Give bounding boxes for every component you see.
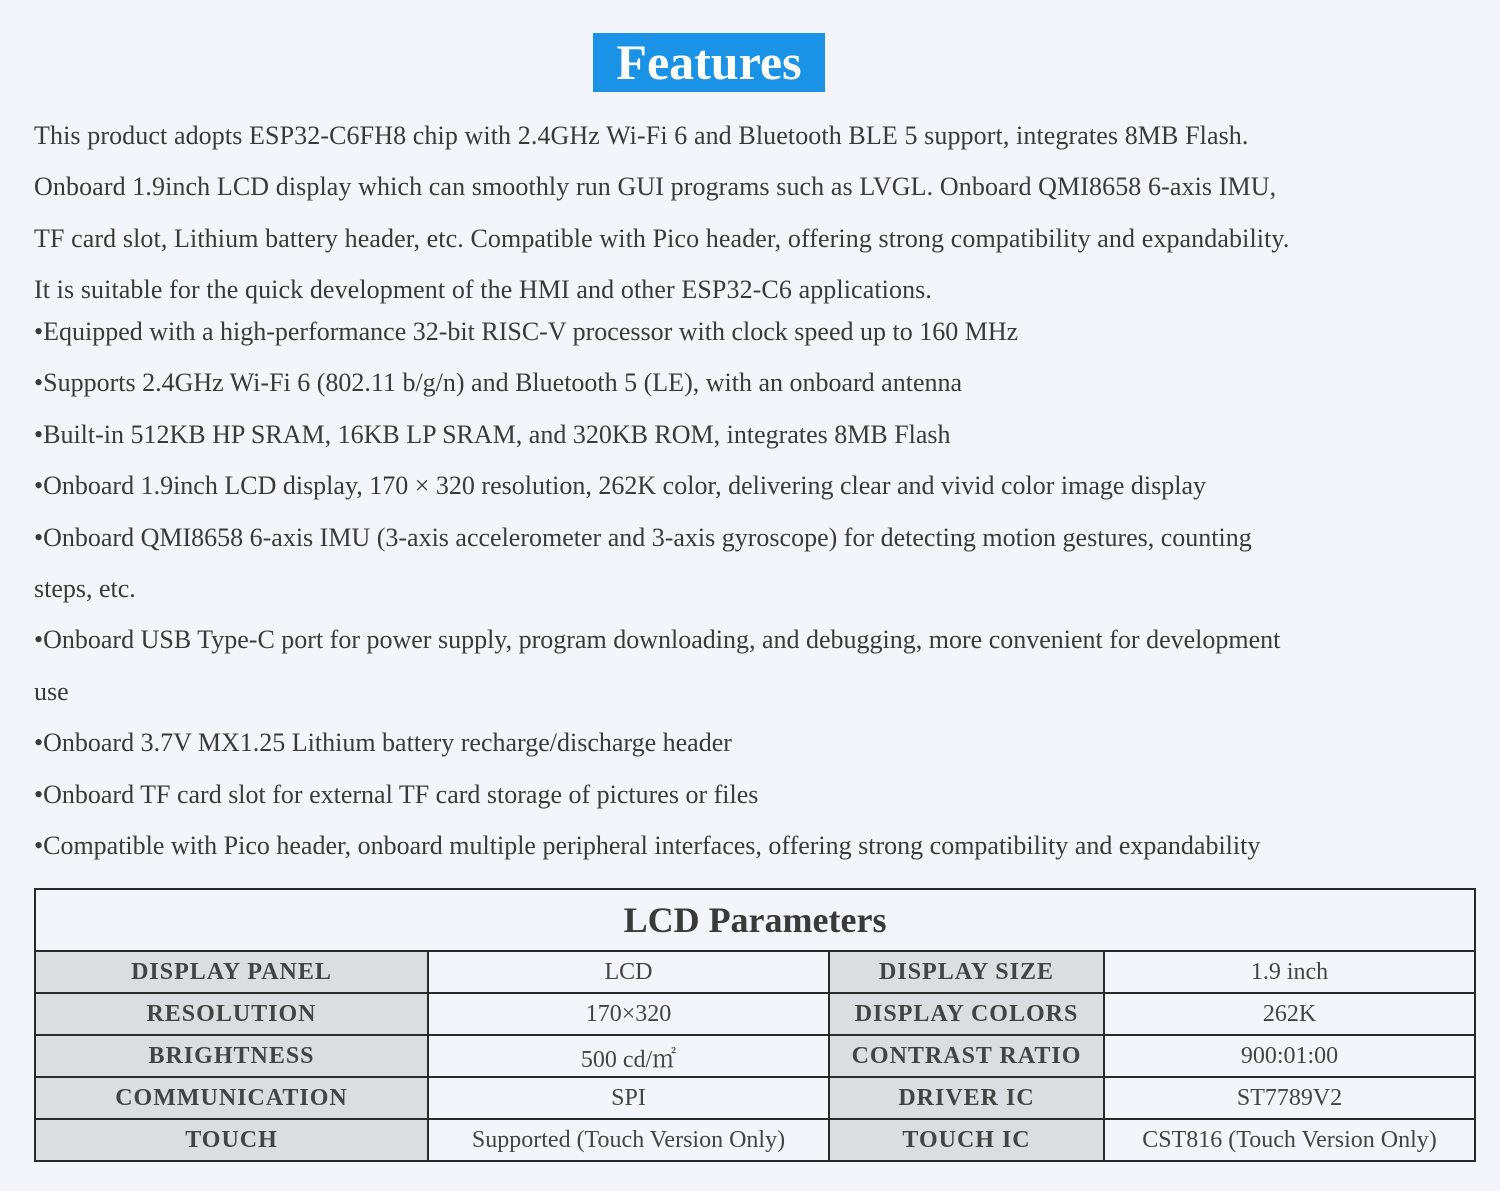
intro-line: This product adopts ESP32-C6FH8 chip with 2.4GHz Wi-Fi 6 and Bluetooth BLE 5 support, integrates 8MB Flash. xyxy=(34,121,1249,150)
param-label: TOUCH xyxy=(35,1119,428,1161)
table-row xyxy=(35,951,1475,993)
feature-text: •Supports 2.4GHz Wi-Fi 6 (802.11 b/g/n) and Bluetooth 5 (LE), with an onboard antenna xyxy=(34,368,963,398)
feature-text-continued: steps, etc. xyxy=(34,574,136,604)
param-value: 500 cd/㎡ xyxy=(428,1035,829,1077)
table-row xyxy=(35,1077,1475,1119)
feature-item xyxy=(34,512,1484,615)
param-label: RESOLUTION xyxy=(35,993,428,1035)
param-label: DISPLAY PANEL xyxy=(35,951,428,993)
param-label: TOUCH IC xyxy=(829,1119,1104,1161)
lcd-parameters-table xyxy=(34,888,1476,1162)
param-value: 170×320 xyxy=(428,993,829,1035)
feature-list xyxy=(34,306,1484,871)
param-value: SPI xyxy=(428,1077,829,1119)
feature-item xyxy=(34,409,1484,460)
param-label: DRIVER IC xyxy=(829,1077,1104,1119)
param-value: ST7789V2 xyxy=(1104,1077,1475,1119)
feature-text: •Onboard 3.7V MX1.25 Lithium battery recharge/discharge header xyxy=(34,728,732,758)
param-value: 1.9 inch xyxy=(1104,951,1475,993)
feature-text: •Onboard TF card slot for external TF card storage of pictures or files xyxy=(34,779,759,809)
feature-item xyxy=(34,460,1484,511)
param-label: COMMUNICATION xyxy=(35,1077,428,1119)
lcd-table-title: LCD Parameters xyxy=(35,889,1475,951)
table-row xyxy=(35,1119,1475,1161)
feature-item xyxy=(34,614,1484,717)
feature-text: •Built-in 512KB HP SRAM, 16KB LP SRAM, and 320KB ROM, integrates 8MB Flash xyxy=(34,419,951,449)
table-row xyxy=(35,993,1475,1035)
feature-text: •Onboard 1.9inch LCD display, 170 × 320 resolution, 262K color, delivering clear and vivid color image display xyxy=(34,471,1207,501)
feature-text-continued: use xyxy=(34,676,69,706)
table-row xyxy=(35,1035,1475,1077)
param-value: 900:01:00 xyxy=(1104,1035,1475,1077)
intro-line: Onboard 1.9inch LCD display which can smoothly run GUI programs such as LVGL. Onboard QMI8658 6-axis IMU, xyxy=(34,172,1277,202)
param-value: LCD xyxy=(428,951,829,993)
intro-paragraph xyxy=(34,110,1484,316)
param-value: CST816 (Touch Version Only) xyxy=(1104,1119,1475,1161)
feature-text: •Equipped with a high-performance 32-bit RISC-V processor with clock speed up to 160 MHz xyxy=(34,317,1019,346)
feature-item xyxy=(34,306,1484,357)
features-title: Features xyxy=(593,33,825,92)
feature-item xyxy=(34,820,1484,871)
param-value: 262K xyxy=(1104,993,1475,1035)
param-label: DISPLAY SIZE xyxy=(829,951,1104,993)
feature-item xyxy=(34,769,1484,820)
intro-line: TF card slot, Lithium battery header, etc. Compatible with Pico header, offering strong compatibility and expandability. xyxy=(34,223,1290,253)
param-value: Supported (Touch Version Only) xyxy=(428,1119,829,1161)
param-label: CONTRAST RATIO xyxy=(829,1035,1104,1077)
param-label: DISPLAY COLORS xyxy=(829,993,1104,1035)
feature-item xyxy=(34,717,1484,768)
feature-item xyxy=(34,357,1484,408)
param-label: BRIGHTNESS xyxy=(35,1035,428,1077)
intro-line: It is suitable for the quick development of the HMI and other ESP32-C6 applications. xyxy=(34,275,932,305)
feature-text: •Compatible with Pico header, onboard multiple peripheral interfaces, offering strong compatibility and expandability xyxy=(34,831,1261,861)
feature-text: •Onboard QMI8658 6-axis IMU (3-axis accelerometer and 3-axis gyroscope) for detecting motion gestures, counting xyxy=(34,522,1252,552)
feature-text: •Onboard USB Type-C port for power supply, program downloading, and debugging, more convenient for development xyxy=(34,625,1281,655)
